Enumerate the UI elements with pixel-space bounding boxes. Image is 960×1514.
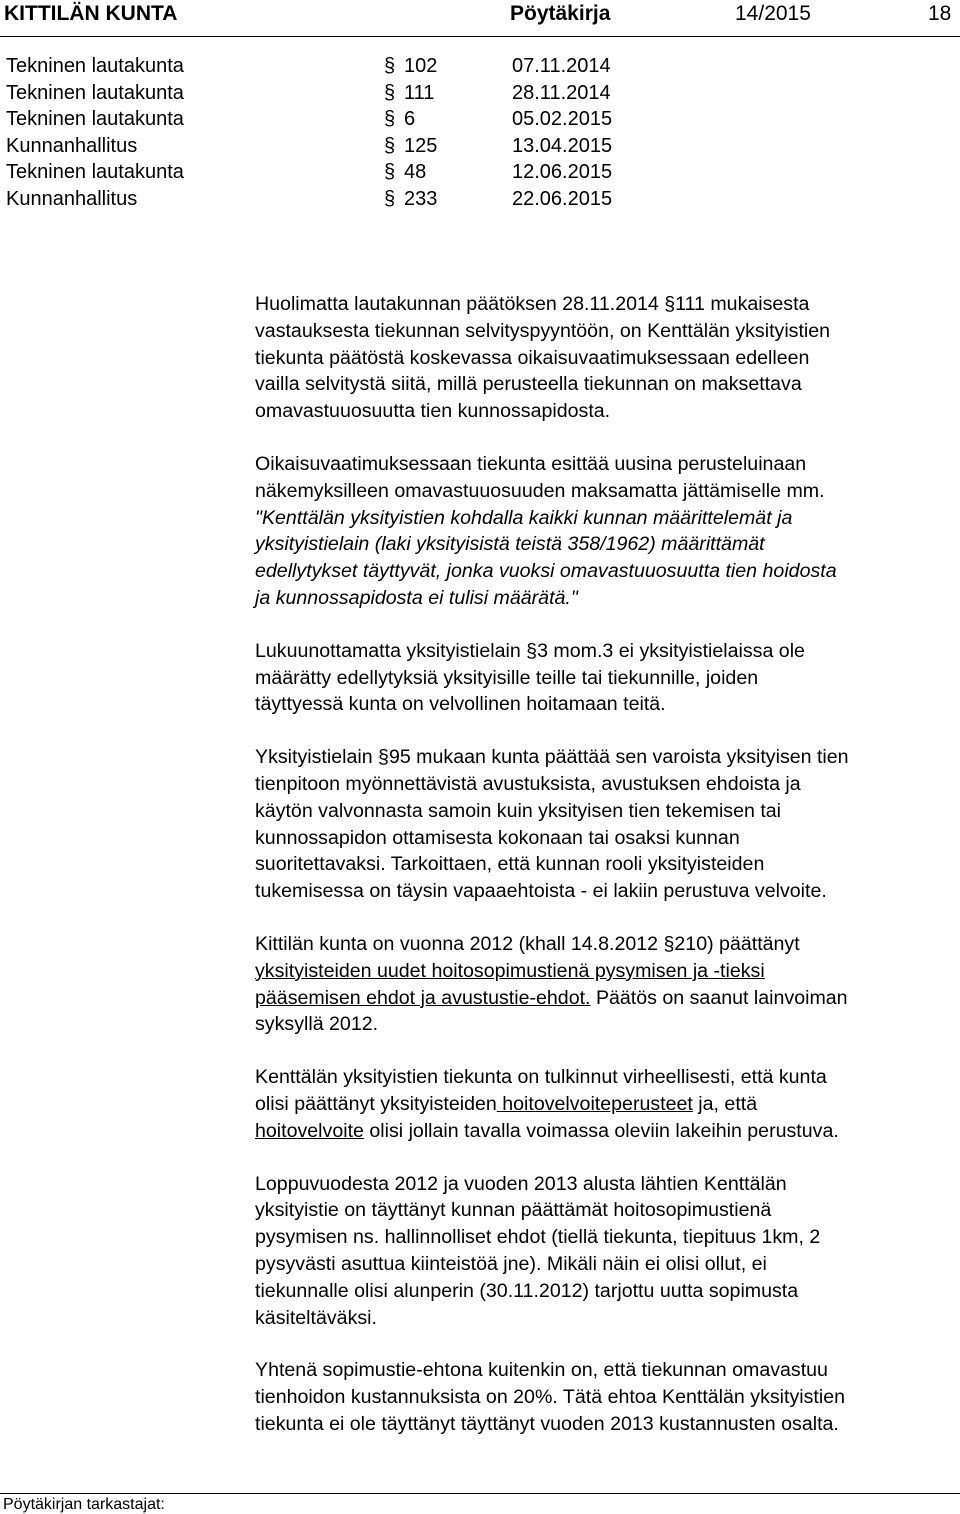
text-line: tiekunnalle olisi alunperin (30.11.2012) tarjottu uutta sopimusta [255, 1279, 799, 1302]
section-sign: § [384, 134, 396, 157]
paragraph-2 [255, 451, 960, 505]
history-body: Kunnanhallitus [6, 134, 138, 157]
history-number: 102 [404, 55, 438, 77]
text-line: Päätös on saanut lainvoiman [590, 986, 848, 1009]
text-line: tienhoidon kustannuksista on 20%. Tätä ehtoa Kenttälän yksityistien [255, 1386, 846, 1409]
section-sign: § [384, 81, 396, 104]
paragraph-3 [255, 638, 960, 718]
quote-line: "Kenttälän yksityistien kohdalla kaikki kunnan määrittelemät ja [255, 506, 793, 529]
history-number: 233 [404, 187, 438, 210]
section-sign: § [384, 108, 396, 130]
paragraph-8 [255, 1357, 960, 1437]
history-row [6, 108, 706, 135]
underlined-text: hoitovelvoiteperusteet [496, 1092, 693, 1115]
text-line: määrätty edellytyksiä yksityisille teille tai tiekunnille, joiden [255, 666, 759, 689]
text-line: kunnossapidon ottamisesta kokonaan tai osaksi kunnan [255, 826, 740, 849]
footer-label: Pöytäkirjan tarkastajat: [3, 1496, 165, 1513]
paragraph-6 [255, 1064, 960, 1144]
text-line: olisi päättänyt yksityisteiden [255, 1092, 497, 1115]
text-line: Kittilän kunta on vuonna 2012 (khall 14.8.2012 §210) päättänyt [255, 932, 800, 955]
paragraph-1 [255, 291, 960, 425]
text-line: omavastuuosuutta tien kunnossapidosta. [255, 400, 611, 423]
underlined-text: yksityisteiden uudet hoitosopimustienä pysymisen ja -tieksi [255, 959, 765, 982]
history-body: Tekninen lautakunta [6, 81, 184, 104]
text-line: pysymisen ns. hallinnolliset ehdot (tiellä tiekunta, tiepituus 1km, 2 [255, 1226, 821, 1249]
organization-name: KITTILÄN KUNTA [4, 2, 178, 25]
document-number: 14/2015 [735, 2, 811, 25]
quote-line: edellytykset täyttyvät, jonka vuoksi omavastuuosuutta tien hoidosta [255, 560, 837, 583]
text-line: Loppuvuodesta 2012 ja vuoden 2013 alusta lähtien Kenttälän [255, 1172, 787, 1195]
underlined-text: pääsemisen ehdot ja avustustie-ehdot. [255, 986, 591, 1009]
text-line: vastauksesta tiekunnan selvityspyyntöön, on Kenttälän yksityistien [255, 319, 831, 342]
text-line: käsiteltäväksi. [255, 1306, 377, 1329]
history-date: 07.11.2014 [512, 55, 611, 77]
text-line: täyttyessä kunta on velvollinen hoitamaan teitä. [255, 693, 666, 716]
history-body: Tekninen lautakunta [6, 108, 184, 130]
history-number: 6 [404, 108, 416, 130]
text-line: vailla selvitystä siitä, millä perusteella tiekunnan on maksettava [255, 373, 802, 396]
text-line: Oikaisuvaatimuksessaan tiekunta esittää uusina perusteluinaan [255, 452, 807, 475]
text-line: yksityistie on täyttänyt kunnan päättämät hoitosopimustienä [255, 1199, 772, 1222]
text-line: suoritettavaksi. Tarkoittaen, että kunnan rooli yksityisteiden [255, 853, 765, 876]
section-sign: § [384, 55, 396, 77]
underlined-text: hoitovelvoite [255, 1119, 364, 1142]
history-row [6, 82, 706, 109]
document-header [0, 0, 960, 30]
text-line: näkemyksilleen omavastuuosuuden maksamatta jättämiselle mm. [255, 479, 825, 502]
text-line: Yksityistielain §95 mukaan kunta päättää sen varoista yksityisen tien [255, 746, 849, 769]
text-line: Huolimatta lautakunnan päätöksen 28.11.2014 §111 mukaisesta [255, 293, 810, 315]
header-divider [0, 36, 960, 37]
paragraph-4 [255, 744, 960, 905]
history-number: 48 [404, 161, 427, 183]
history-body: Tekninen lautakunta [6, 161, 184, 183]
document-body [255, 291, 960, 1464]
text-line: Lukuunottamatta yksityistielain §3 mom.3 ei yksityistielaissa ole [255, 639, 805, 662]
history-row [6, 161, 706, 188]
history-row [6, 188, 706, 215]
text-line: Yhtenä sopimustie-ehtona kuitenkin on, että tiekunnan omavastuu [255, 1359, 828, 1382]
history-row [6, 55, 706, 82]
text-line: Kenttälän yksityistien tiekunta on tulkinnut virheellisesti, että kunta [255, 1066, 827, 1089]
history-row [6, 135, 706, 162]
text-line: tienpitoon myönnettävistä avustuksista, avustuksen ehdoista ja [255, 772, 801, 795]
section-sign: § [384, 187, 396, 210]
text-line: pysyvästi asuttua kiinteistöä jne). Mikäli näin ei olisi ollut, ei [255, 1252, 767, 1275]
text-line: tiekunta päätöstä koskevassa oikaisuvaatimuksessaan edelleen [255, 346, 810, 369]
history-number: 111 [404, 81, 435, 104]
quote-line: ja kunnossapidosta ei tulisi määrätä." [255, 586, 578, 609]
text-line: olisi jollain tavalla voimassa oleviin lakeihin perustuva. [363, 1119, 839, 1142]
history-date: 13.04.2015 [512, 134, 613, 157]
footer-divider [0, 1493, 960, 1494]
quoted-claim [255, 505, 960, 612]
history-date: 12.06.2015 [512, 161, 613, 183]
text-line: tiekunta ei ole täyttänyt täyttänyt vuoden 2013 kustannusten osalta. [255, 1412, 839, 1435]
text-line: ja, että [692, 1092, 758, 1115]
handling-history [6, 55, 706, 214]
quote-line: yksityistielain (laki yksityisistä teistä 358/1962) määrittämät [255, 533, 765, 556]
history-date: 05.02.2015 [512, 108, 613, 130]
text-line: käytön valvonnasta samoin kuin yksityisen tien tekemisen tai [255, 799, 782, 822]
section-sign: § [384, 161, 396, 183]
history-date: 22.06.2015 [512, 187, 613, 210]
history-body: Tekninen lautakunta [6, 55, 184, 77]
history-number: 125 [404, 134, 438, 157]
paragraph-5 [255, 931, 960, 1038]
text-line: syksyllä 2012. [255, 1013, 379, 1036]
document-type: Pöytäkirja [510, 2, 611, 25]
text-line: tukemisessa on täysin vapaaehtoista - ei lakiin perustuva velvoite. [255, 880, 827, 903]
paragraph-7 [255, 1171, 960, 1332]
history-body: Kunnanhallitus [6, 187, 138, 210]
page-number: 18 [928, 2, 952, 25]
history-date: 28.11.2014 [512, 81, 611, 104]
